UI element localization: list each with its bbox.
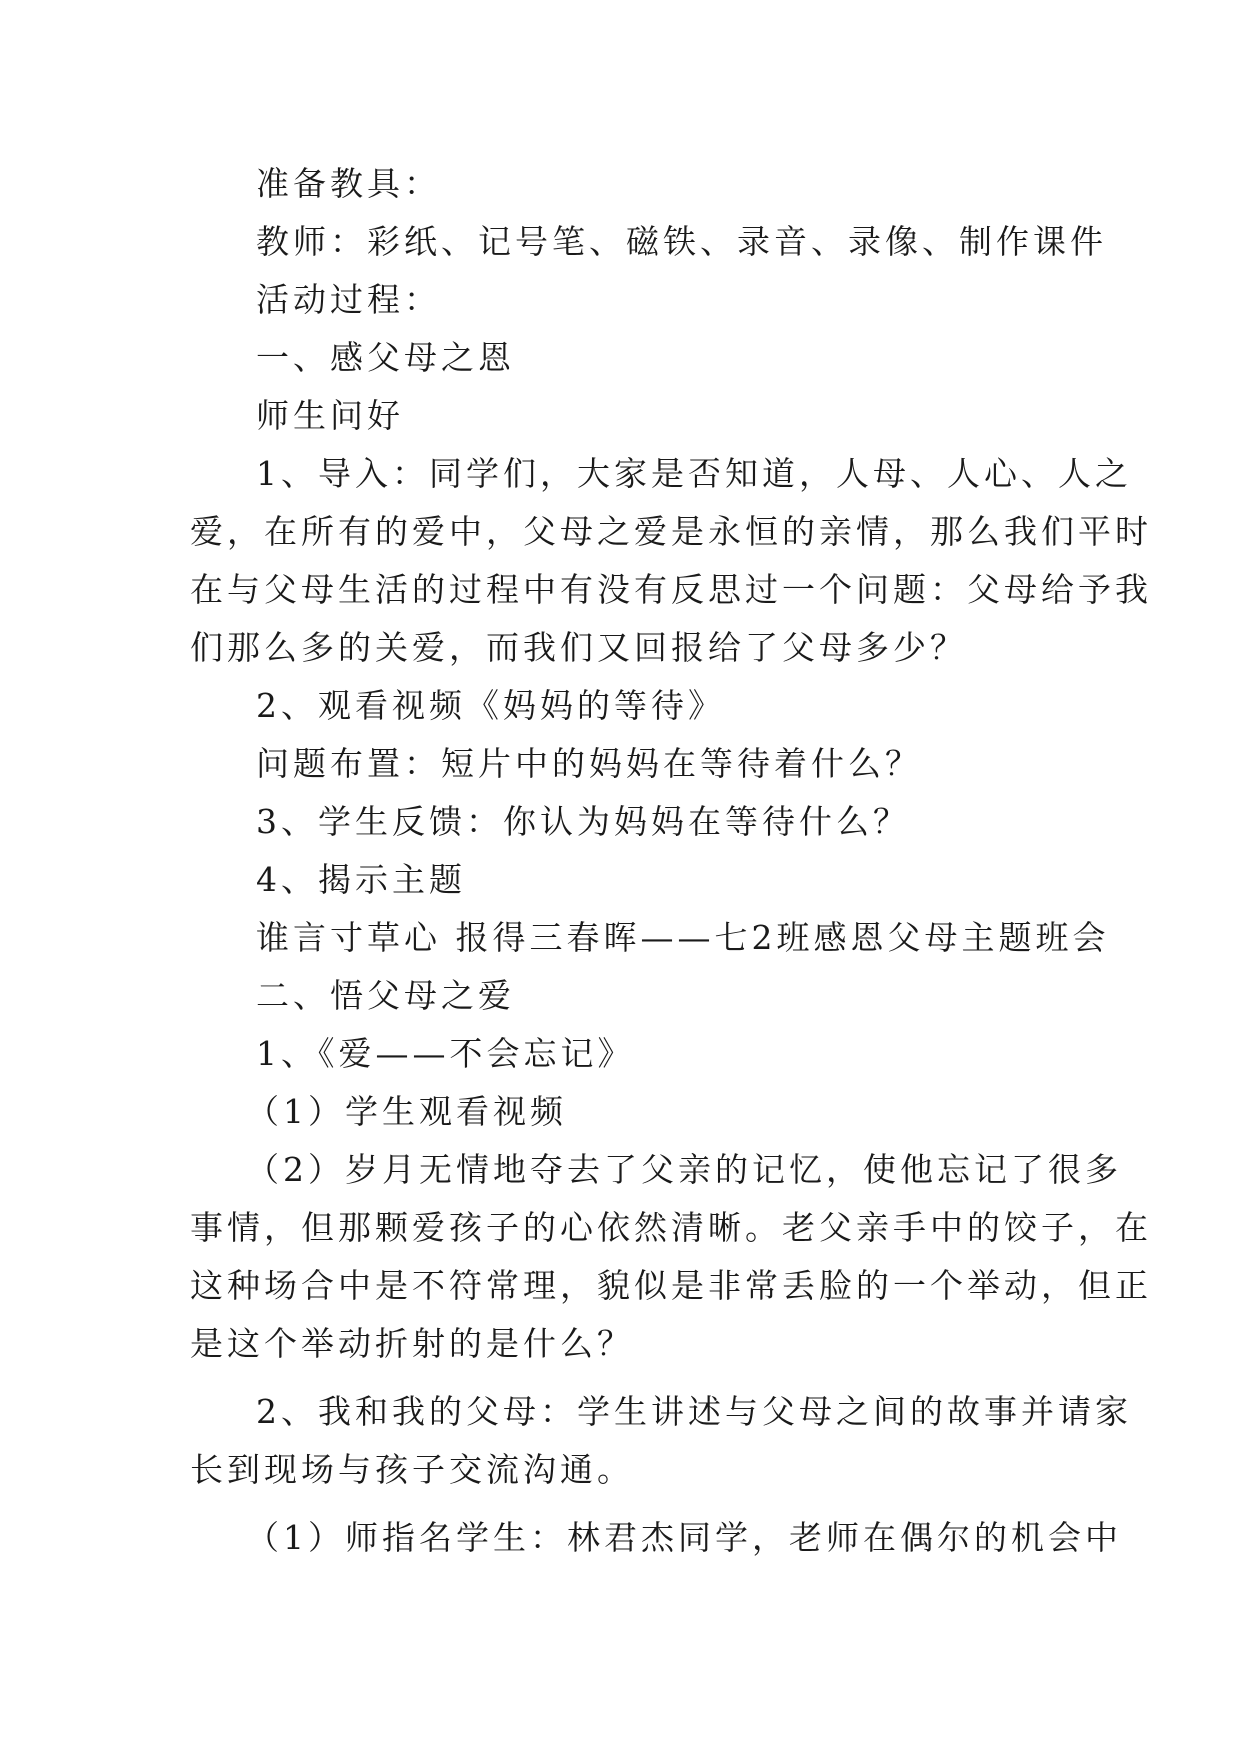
text-line: 1、《爱——不会忘记》: [256, 1034, 635, 1073]
text-line: 2、我和我的父母：学生讲述与父母之间的故事并请家: [256, 1392, 1132, 1431]
text-line: 爱，在所有的爱中，父母之爱是永恒的亲情，那么我们平时: [190, 512, 1152, 551]
document-body: [190, 155, 1152, 1567]
text-line: 教师：彩纸、记号笔、磁铁、录音、录像、制作课件: [256, 222, 1107, 261]
text-line: 这种场合中是不符常理，貌似是非常丢脸的一个举动，但正: [190, 1266, 1152, 1305]
text-line: 问题布置：短片中的妈妈在等待着什么？: [256, 744, 922, 783]
paragraph-gap: [190, 1373, 1050, 1383]
text-line: （1）学生观看视频: [246, 1092, 567, 1131]
text-line: 在与父母生活的过程中有没有反思过一个问题：父母给予我: [190, 570, 1152, 609]
text-line: 长到现场与孩子交流沟通。: [190, 1450, 634, 1489]
text-line: 是这个举动折射的是什么？: [190, 1324, 634, 1363]
text-line: 们那么多的关爱，而我们又回报给了父母多少？: [190, 628, 967, 667]
text-line: 师生问好: [256, 396, 404, 435]
text-line: 准备教具：: [256, 164, 441, 203]
text-line: （1）师指名学生：林君杰同学，老师在偶尔的机会中: [246, 1518, 1122, 1557]
text-line: 3、学生反馈：你认为妈妈在等待什么？: [256, 802, 910, 841]
text-line: 1、导入：同学们，大家是否知道，人母、人心、人之: [256, 454, 1132, 493]
text-line: 一、感父母之恩: [256, 338, 515, 377]
paragraph-gap: [190, 1499, 1050, 1509]
text-line: 谁言寸草心 报得三春晖——七2班感恩父母主题班会: [256, 918, 1110, 957]
text-line: 4、揭示主题: [256, 860, 466, 899]
text-line: 活动过程：: [256, 280, 441, 319]
text-line: （2）岁月无情地夺去了父亲的记忆，使他忘记了很多: [246, 1150, 1122, 1189]
text-line: 2、观看视频《妈妈的等待》: [256, 686, 725, 725]
text-line: 事情，但那颗爱孩子的心依然清晰。老父亲手中的饺子，在: [190, 1208, 1152, 1247]
text-line: 二、悟父母之爱: [256, 976, 515, 1015]
